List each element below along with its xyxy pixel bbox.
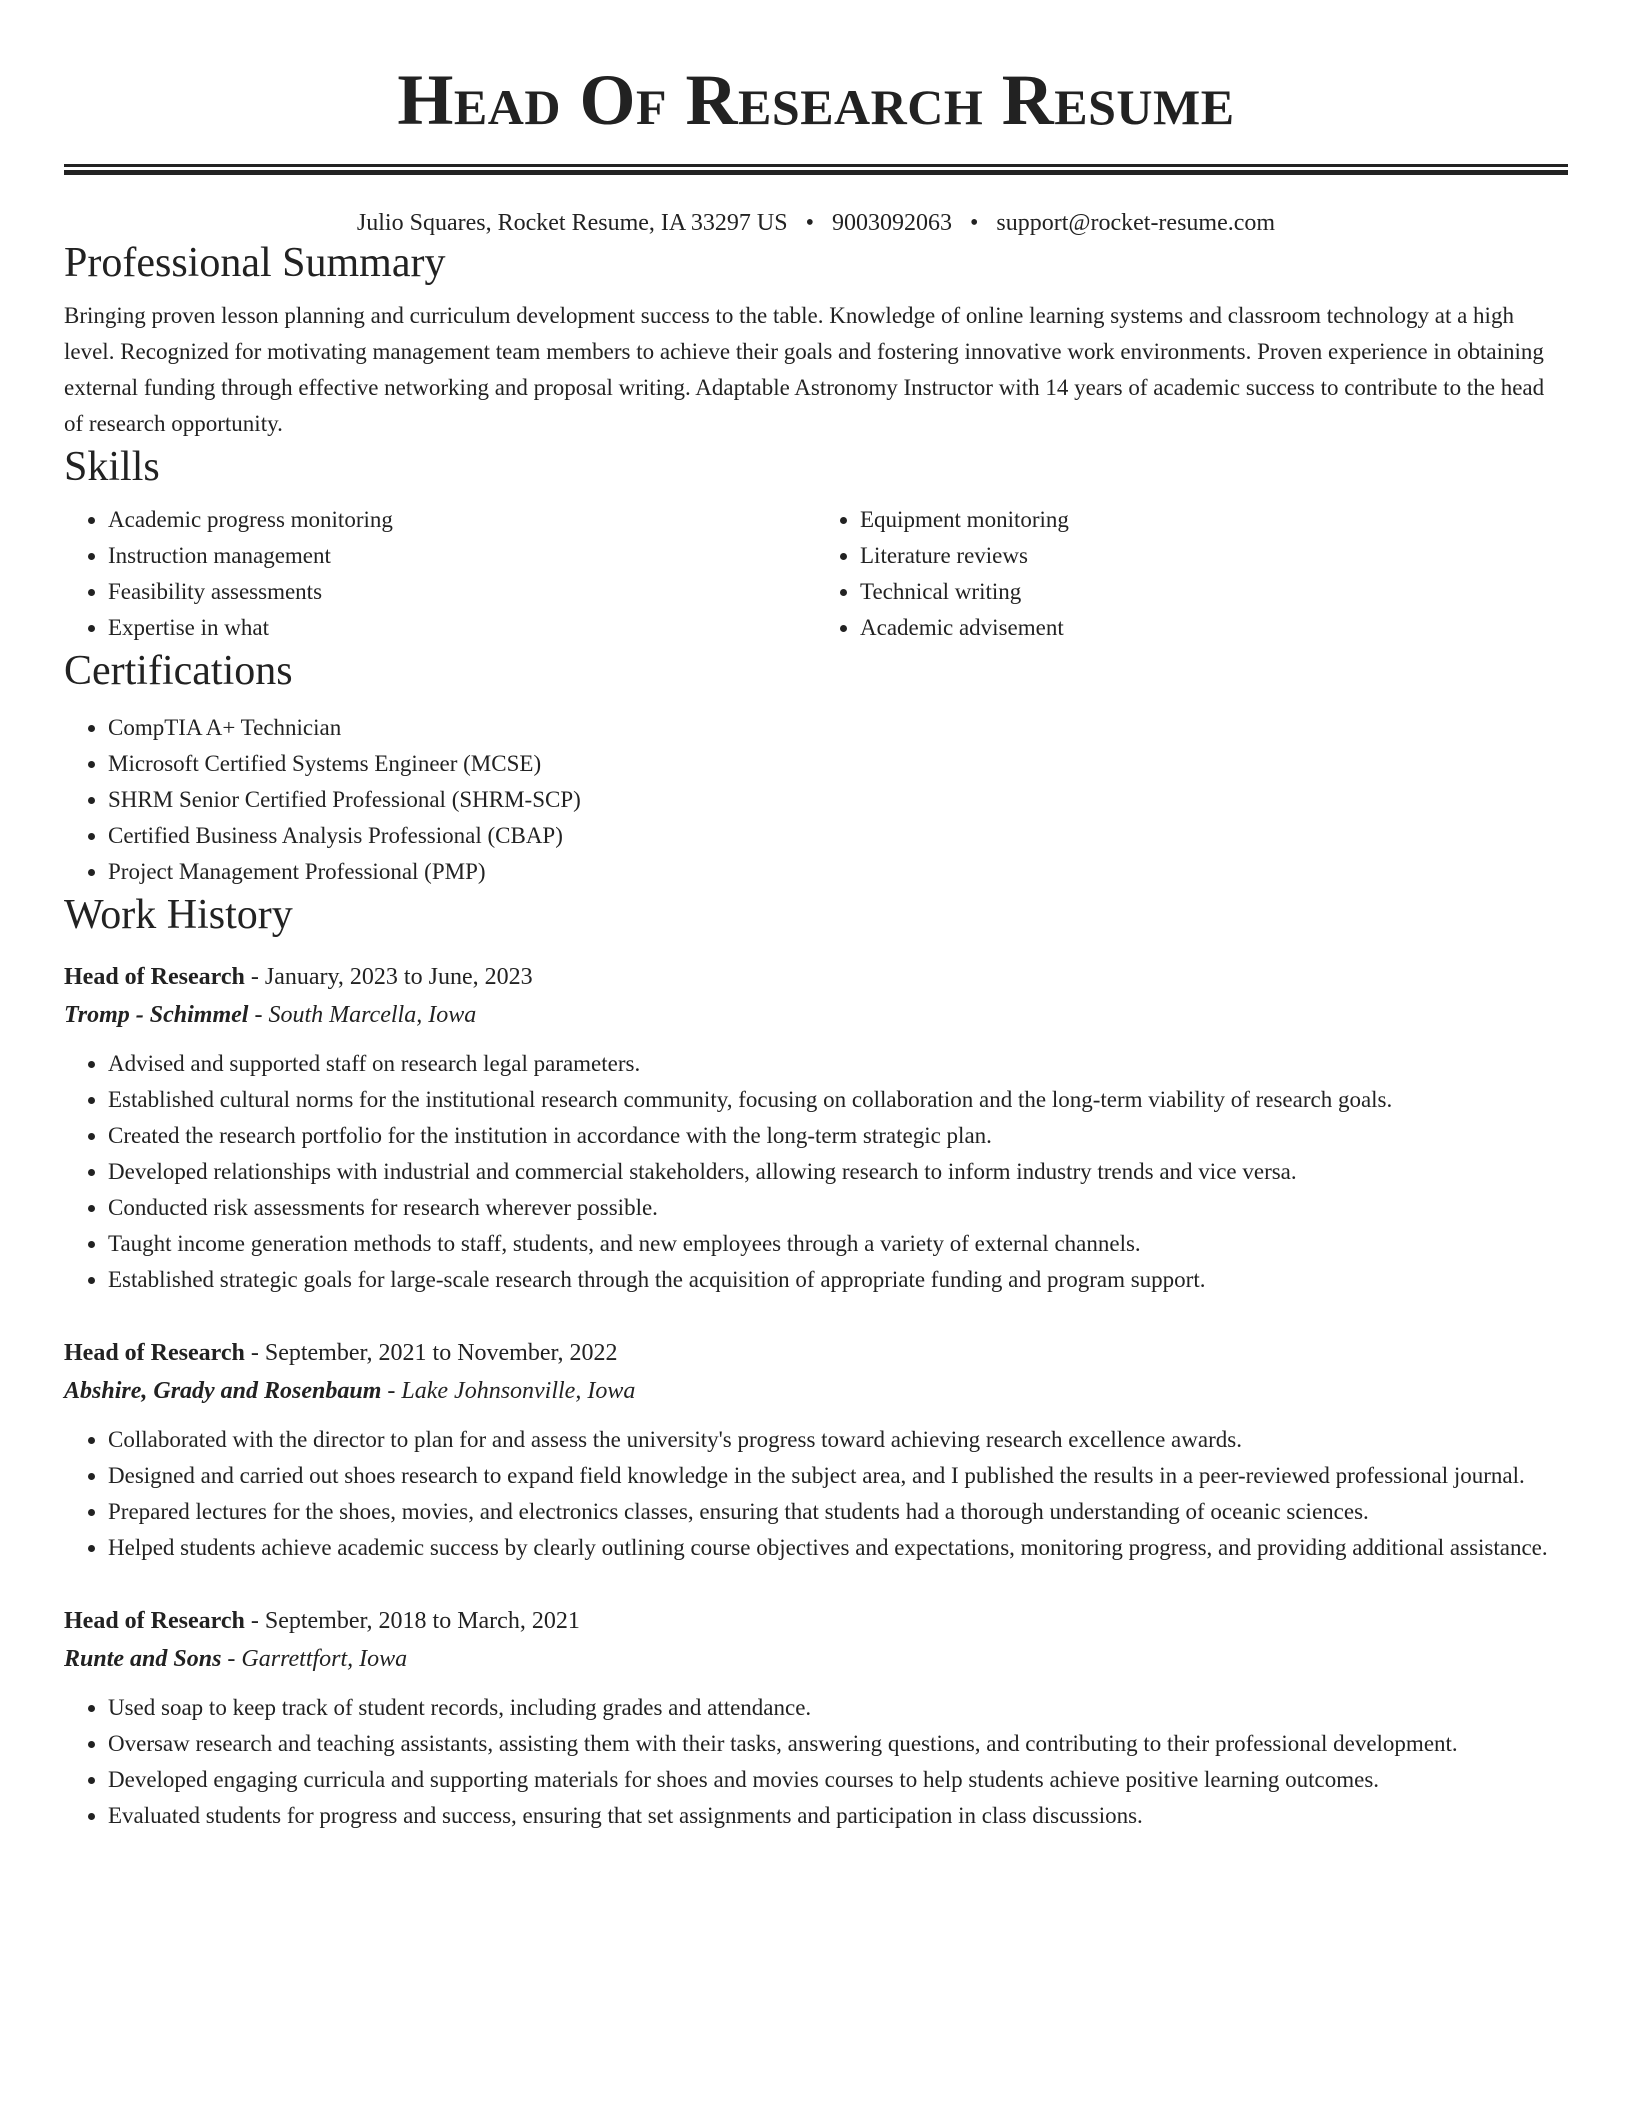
contact-line [64, 208, 1568, 238]
job-bullet: • Used soap to keep track of student records, including grades and attendance. [108, 1690, 1568, 1726]
contact-phone: 9003092063 [831, 210, 952, 236]
certification-item: • Certified Business Analysis Professional (CBAP) [108, 818, 1568, 854]
job-company: Runte and Sons [64, 1646, 222, 1672]
job-title: Head of Research [64, 964, 245, 990]
job-employer [64, 1640, 1568, 1678]
job-dates: - September, 2018 to March, 2021 [244, 1608, 580, 1634]
skills-heading: Skills [64, 444, 160, 490]
job-entry [64, 1602, 1568, 1834]
job-location: - South Marcella, Iowa [248, 1002, 477, 1028]
contact-separator: • [805, 210, 814, 236]
job-bullet: • Evaluated students for progress and success, ensuring that set assignments and participation in class discussions. [108, 1798, 1568, 1834]
job-dates: - September, 2021 to November, 2022 [244, 1340, 618, 1366]
certification-item: • Project Management Professional (PMP) [108, 854, 1568, 890]
job-bullets [64, 1046, 1568, 1298]
job-bullet: • Developed relationships with industrial and commercial stakeholders, allowing research to inform industry trends and vice versa. [108, 1154, 1568, 1190]
contact-email[interactable]: support@rocket-resume.com [996, 210, 1276, 236]
job-bullet: • Helped students achieve academic success by clearly outlining course objectives and expectations, monitoring progress, and providing additional assistance. [108, 1530, 1568, 1566]
summary-text: Bringing proven lesson planning and curriculum development success to the table. Knowledge of online learning systems and classroom technology at a high level. Recognized for motivating management team members to achieve their goals and fostering innovative work environments. Proven experience in obtaining external funding through effective networking and proposal writing. Adaptable Astronomy Instructor with 14 years of academic success to contribute to the head of research opportunity. [64, 303, 1545, 436]
job-employer [64, 1372, 1568, 1410]
job-location: - Lake Johnsonville, Iowa [381, 1378, 636, 1404]
skill-item: • Literature reviews [860, 538, 1568, 574]
job-company: Tromp - Schimmel [64, 1002, 249, 1028]
job-bullet: • Developed engaging curricula and supporting materials for shoes and movies courses to help students achieve positive learning outcomes. [108, 1762, 1568, 1798]
job-entry [64, 958, 1568, 1298]
title-divider [64, 164, 1568, 175]
skills-columns [64, 502, 1568, 646]
skill-item: • Feasibility assessments [108, 574, 816, 610]
certification-item: • Microsoft Certified Systems Engineer (MCSE) [108, 746, 1568, 782]
job-bullets [64, 1690, 1568, 1834]
skills-list-left [64, 502, 816, 646]
contact-separator: • [969, 210, 979, 236]
skill-item: • Expertise in what [108, 610, 816, 646]
job-bullet: • Designed and carried out shoes research to expand field knowledge in the subject area, and I published the results in a peer-reviewed professional journal. [108, 1458, 1568, 1494]
job-bullet: • Created the research portfolio for the institution in accordance with the long-term strategic plan. [108, 1118, 1568, 1154]
job-company: Abshire, Grady and Rosenbaum [64, 1378, 382, 1404]
job-header [64, 958, 1568, 996]
job-title: Head of Research [64, 1608, 245, 1634]
job-bullet: • Conducted risk assessments for research wherever possible. [108, 1190, 1568, 1226]
certification-item: • SHRM Senior Certified Professional (SHRM-SCP) [108, 782, 1568, 818]
certifications-list [64, 710, 1568, 890]
job-bullets [64, 1422, 1568, 1566]
job-bullet: • Established cultural norms for the institutional research community, focusing on collaboration and the long-term viability of research goals. [108, 1082, 1568, 1118]
skill-item: • Academic progress monitoring [108, 502, 816, 538]
job-entry [64, 1334, 1568, 1566]
job-employer [64, 996, 1568, 1034]
skill-item: • Academic advisement [860, 610, 1568, 646]
job-header [64, 1334, 1568, 1372]
job-bullet: • Collaborated with the director to plan for and assess the university's progress toward achieving research excellence awards. [108, 1422, 1568, 1458]
job-dates: - January, 2023 to June, 2023 [244, 964, 533, 990]
job-bullet: • Advised and supported staff on research legal parameters. [108, 1046, 1568, 1082]
certifications-heading: Certifications [64, 648, 293, 694]
job-bullet: • Taught income generation methods to staff, students, and new employees through a variety of external channels. [108, 1226, 1568, 1262]
job-title: Head of Research [64, 1340, 245, 1366]
skill-item: • Instruction management [108, 538, 816, 574]
work-history-heading: Work History [64, 892, 293, 938]
skill-item: • Equipment monitoring [860, 502, 1568, 538]
resume-page [64, 0, 1568, 1834]
job-header [64, 1602, 1568, 1640]
job-location: - Garrettfort, Iowa [221, 1646, 408, 1672]
resume-title: Head Of Research Resume [397, 60, 1235, 140]
skill-item: • Technical writing [860, 574, 1568, 610]
job-bullet: • Prepared lectures for the shoes, movies, and electronics classes, ensuring that students had a thorough understanding of oceanic sciences. [108, 1494, 1568, 1530]
certification-item: • CompTIA A+ Technician [108, 710, 1568, 746]
summary-heading: Professional Summary [64, 240, 446, 286]
job-bullet: • Oversaw research and teaching assistants, assisting them with their tasks, answering questions, and contributing to their professional development. [108, 1726, 1568, 1762]
contact-address: Julio Squares, Rocket Resume, IA 33297 US [356, 210, 788, 236]
job-bullet: • Established strategic goals for large-scale research through the acquisition of appropriate funding and program support. [108, 1262, 1568, 1298]
skills-list-right [816, 502, 1568, 646]
